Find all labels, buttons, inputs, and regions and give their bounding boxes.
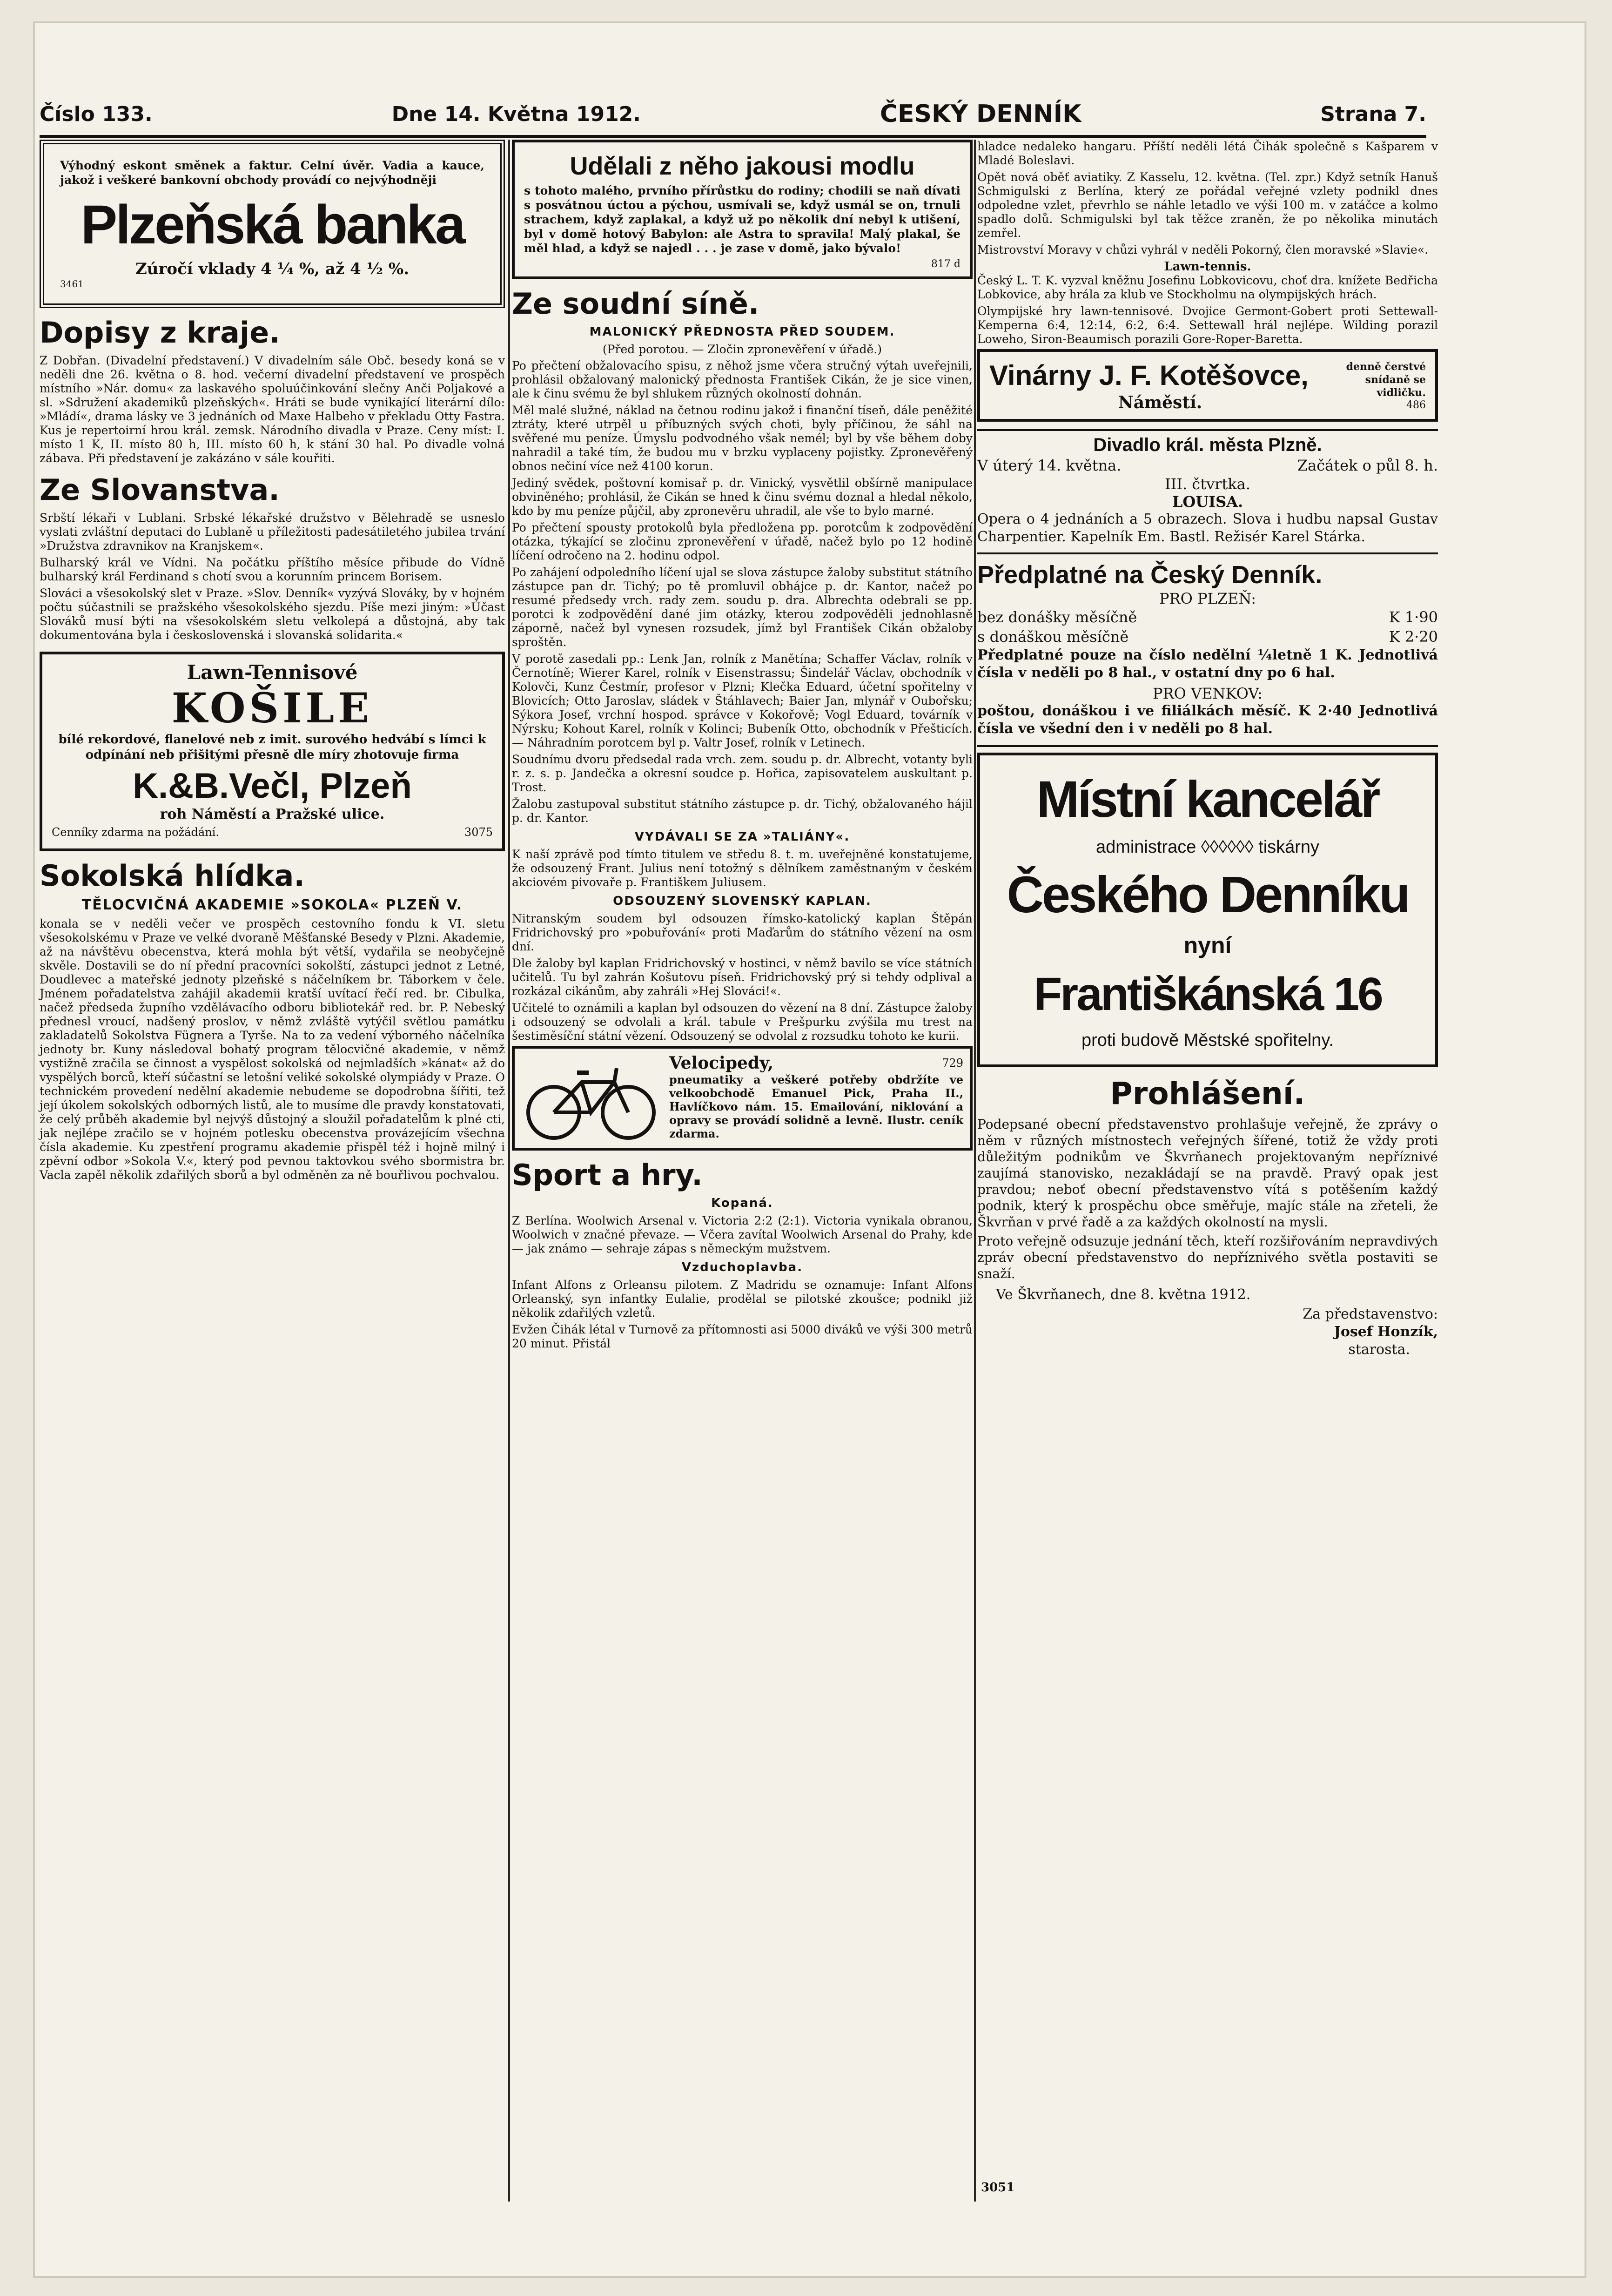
ad-code: 817 d xyxy=(931,258,960,270)
paragraph: Srbští lékaři v Lublani. Srbské lékařské družstvo v Bělehradě se usneslo vyslati zvláštní deputaci do Lublaně u příležitosti padesátiletého jubilea trvání »Družstva zdravnikov na Kranjskem«. xyxy=(40,511,505,552)
paragraph: Infant Alfons z Orleansu pilotem. Z Madridu se oznamuje: Infant Alfons Orleanský, syn infantky Eulalie, prodělal se pilotské zkoušce; podnikl již několik zdařilých vzletů. xyxy=(512,1278,973,1320)
page-header xyxy=(40,93,1426,138)
theatre-title: Divadlo král. města Plzně. xyxy=(1093,435,1322,455)
footer-code: 3051 xyxy=(981,2181,1015,2195)
article-subtitle: Kopaná. xyxy=(711,1196,773,1210)
subscription-heading: PRO VENKOV: xyxy=(1153,685,1263,702)
article-body xyxy=(512,1278,973,1351)
wine-ad-side xyxy=(1337,360,1426,411)
article-body xyxy=(512,848,973,889)
office-paper: Českého Denníku xyxy=(1007,866,1409,923)
declaration-title: Prohlášení. xyxy=(1110,1076,1305,1111)
shirt-ad-footer xyxy=(52,822,493,842)
price-label: bez donášky měsíčně xyxy=(977,608,1137,626)
subscription-heading: PRO PLZEŇ: xyxy=(1159,590,1256,607)
column-1 xyxy=(40,140,505,1185)
paragraph: Po přečtení obžalovacího spisu, z něhož jsme včera stručný výtah uveřejnili, prohlásil obžalovaný malonický přednosta František Cikán, že je sice vinen, ale k činu svému že byl shlukem různých okolností dohnán. xyxy=(512,359,973,400)
paragraph: hladce nedaleko hangaru. Příští neděli létá Čihák společně s Kašparem v Mladé Boleslavi. xyxy=(977,140,1438,167)
article-body xyxy=(40,511,505,642)
paragraph: Podepsané obecní představenstvo prohlašuje veřejně, že zprávy o něm v různých místnostech veřejných šířené, totiž že vždy proti důležitým podnikům ve Škvrňanech projektovaným nepříznivé zaujímá stanovisko, nezakládají se na pravdě. Pravý opak jest pravdou; neboť obecní představenstvo vítá s potěšením každý podnik, který k prospěchu obce směřuje, majíc stále na zřeteli, že Škvrňan v prvé řadě a za každých okolností na mysli. xyxy=(977,1117,1438,1230)
subscription-title: Předplatné na Český Denník. xyxy=(977,561,1323,589)
article-body xyxy=(977,140,1438,346)
paragraph: Dle žaloby byl kaplan Fridrichovský v hostinci, v němž bavilo se více státních učitelů. Tu byl zahrán Košutovu píseň. Fridrichovský prý si tehdy odplival a rozkázal cikánům, aby zahráli »Hej Slováci!«. xyxy=(512,956,973,998)
astra-advertisement xyxy=(512,140,973,279)
paragraph: Měl malé služné, náklad na četnou rodinu jakož i finanční tíseň, dále peněžité ztráty, které utrpěl u příbuzných svých choti, byly příčinou, že sáhl na svěřené mu peníze. Úmyslu podvodného však nemél; byl by vše během doby nahradil a také tím, že budou mu v brzku vyplaceny pojistky. Zpronevěřený obnos nečiní více než 4100 korun. xyxy=(512,404,973,473)
bank-name: Plzeňská banka xyxy=(81,194,464,256)
shirt-ad-line: Cenníky zdarma na požádání. xyxy=(52,826,219,839)
paragraph: Po zahájení odpoledního líčení ujal se slova zástupce žaloby substitut státního zástupce pan dr. Tichý; po tě promluvil obhájce p. dr. Kantor, načež po resumé předsedy vrch. rady zem. soudu p. dra. Albrechta odebrali se pp. porotci k zodpovědění dané jim otázky, kterou zodpověděli jednohlasně záporně, načež byl vynesen rozsudek, jímž byl František Cikán obžaloby sproštěn. xyxy=(512,566,973,649)
paragraph: K naší zprávě pod tímto titulem ve středu 8. t. m. uveřejněné konstatujeme, že odsouzený Frant. Julius není totožný s dělníkem zaměstnaným v českém akciovém pivovaře p. Františkem Juliusem. xyxy=(512,848,973,889)
ad-title: Velocipedy, xyxy=(669,1053,774,1073)
issue-number: Číslo 133. xyxy=(40,102,153,126)
article-subtitle: Vzduchoplavba. xyxy=(681,1260,803,1274)
paragraph: Soudnímu dvoru předsedal rada vrch. zem. soudu p. dr. Albrecht, votanty byli r. z. s. p. Jandečka a okresní soudce p. Hořica, zapisovatelem auskultant p. Trost. xyxy=(512,753,973,794)
article-subtitle: ODSOUZENÝ SLOVENSKÝ KAPLAN. xyxy=(613,894,872,908)
subscription-info xyxy=(977,560,1438,747)
article-body xyxy=(512,359,973,825)
ad-code: 3075 xyxy=(464,826,493,839)
theatre-cycle: III. čtvrtka. xyxy=(1165,475,1250,493)
paragraph: Olympijské hry lawn-tennisové. Dvojice Germont-Gobert proti Settewall-Kemperna 6:4, 12:14, 6:2, 6:4. Settewall hrál nejlépe. Wilding porazil Loweho, Siron-Beaumisch porazili Gore-Roper-Baretta. xyxy=(977,304,1438,346)
section-title: Sport a hry. xyxy=(512,1158,703,1192)
shirt-advertisement xyxy=(40,652,505,851)
price-row xyxy=(977,627,1438,646)
page-number: Strana 7. xyxy=(1320,102,1426,126)
issue-date: Dne 14. Května 1912. xyxy=(391,102,641,126)
section-title: Dopisy z kraje. xyxy=(40,316,280,350)
article-body xyxy=(512,1214,973,1256)
wine-bar-advertisement xyxy=(977,349,1438,422)
ad-code: 729 xyxy=(942,1057,963,1070)
paragraph: Mistrovství Moravy v chůzi vyhrál v neděli Pokorný, člen moravské »Slavie«. xyxy=(977,243,1429,256)
theatre-play: LOUISA. xyxy=(1172,493,1243,511)
wine-ad-square: Náměstí. xyxy=(1118,393,1202,412)
bank-advertisement xyxy=(40,140,505,308)
paragraph: Po přečtení spousty protokolů byla předložena pp. porotcům k zodpovědění otázka, týkající se zločinu zpronevěření v úřadě, načež bylo po 12 hodině líčení odročeno na 2. hodinu odpol. xyxy=(512,521,973,562)
section-title: Ze soudní síně. xyxy=(512,287,759,321)
bank-rate: Zúročí vklady 4 ¼ %, až 4 ½ %. xyxy=(135,260,410,278)
ad-body: s tohoto malého, prvního přírůstku do rodiny; chodili se naň dívati s posvátnou úctou a pýchou, usmívali se, když usmál se on, trnuli strachem, když zaplakal, a když už po několik dní nebyl k utišení, byl v domě hotový Babylon: ale Astra to spravila! Malý plakal, še měl hlad, a když se najedl . . . je zase v domě, jako bývalo! xyxy=(524,184,960,255)
paragraph: Z Berlína. Woolwich Arsenal v. Victoria 2:2 (2:1). Victoria vynikala obranou, Woolwich v značné převaze. — Včera zavítal Woolwich Arsenal do Prahy, kde — jak známo — sehraje zápas s německým mužstvem. xyxy=(512,1214,973,1255)
subscription-note: poštou, donáškou i ve filiálkách měsíč. K 2·40 Jednotlivá čísla ve všední den i v neděli po 8 hal. xyxy=(977,703,1438,737)
paragraph: Evžen Čihák létal v Turnově za přítomnosti asi 5000 diváků ve výši 300 metrů 20 minut. Přistál xyxy=(512,1323,973,1350)
paragraph: Nitranským soudem byl odsouzen římsko-katolický kaplan Štěpán Fridrichovský pro »pobuřování« proti Maďarům do státního vězení na osm dní. xyxy=(512,912,973,953)
declaration-date: Ve Škvrňanech, dne 8. května 1912. xyxy=(996,1286,1251,1303)
paragraph: Učitelé to oznámili a kaplan byl odsouzen do vězení na 8 dní. Zástupce žaloby i odsouzený se odvolali a král. tabule v Prešpurku zvýšila mu trest na šestiměsíční státní vězení. Odsouzený se odvolal z rozsudku tohoto ke kurii. xyxy=(512,1001,973,1043)
column-rule xyxy=(508,140,510,2202)
shirt-ad-line: Lawn-Tennisové xyxy=(187,661,358,684)
ad-code: 3461 xyxy=(60,278,84,290)
price-label: s donáškou měsíčně xyxy=(977,628,1129,646)
masthead: ČESKÝ DENNÍK xyxy=(880,100,1081,128)
bicycle-icon xyxy=(521,1054,661,1143)
office-line: proti budově Městské spořitelny. xyxy=(1081,1030,1334,1050)
theatre-listing xyxy=(977,429,1438,554)
theatre-desc: Opera o 4 jednáních a 5 obrazech. Slova i hudbu napsal Gustav Charpentier. Kapelník Em. Bastl. Režisér Karel Stárka. xyxy=(977,511,1438,545)
ad-code: 486 xyxy=(1406,399,1426,411)
article-subtitle: Lawn-tennis. xyxy=(1164,260,1251,274)
price-value: K 2·20 xyxy=(1389,628,1438,646)
ad-body: pneumatiky a veškeré potřeby obdržíte ve velkoobchodě Emanuel Pick, Praha II., Havlíčkovo nám. 15. Emailování, niklování a opravy se provádí solidně a levně. Ilustr. ceník zdarma. xyxy=(669,1073,963,1140)
column-2 xyxy=(512,140,973,1353)
paragraph: Slováci a všesokolský slet v Praze. »Slov. Denník« vyzývá Slováky, by v hojném počtu súčastnili se pražského všesokolského sjezdu. Píše mezi jiným: »Účast Slováků musí býti na všesokolském sletu velkolepá a důstojná, aby tak dokumentována byla i československá i slovanská solidarita.« xyxy=(40,586,505,642)
theatre-time xyxy=(977,456,1438,475)
subscription-note: Předplatné pouze na číslo nedělní ¼letně 1 K. Jednotlivá čísla v neděli po 8 hal., v ostatní dny po 6 hal. xyxy=(977,647,1438,681)
price-value: K 1·90 xyxy=(1389,608,1438,626)
signature-name: Josef Honzík, xyxy=(1334,1324,1438,1340)
office-line: nyní xyxy=(1183,932,1232,958)
article-body xyxy=(512,912,973,1043)
ad-title: Vinárny J. F. Kotěšovce, xyxy=(989,360,1309,391)
paragraph: Žalobu zastupoval substitut státního zástupce p. dr. Tichý, obžalovaného hájil p. dr. Kantor. xyxy=(512,797,973,825)
office-advertisement xyxy=(977,753,1438,1067)
paragraph: konala se v neděli večer ve prospěch cestovního fondu k VI. sletu všesokolskému v Praze ve velké dvoraně Měšťanské Besedy v Plzni. Akademie, až na návštěvu obecenstva, která mohla být větší, vydařila se neobyčejně skvěle. Dostavili se do ní přední pracovníci sokolští, zástupci jednot z Letné, Doudlevec a mateřské jednoty plzeňské s náčelníkem br. Táborkem v čele. Jménem pořadatelstva zahájil akademii kratší uvítací řečí red. br. Cibulka, načež předseda župního vzdělávacího odboru bibliotekář red. br. P. Nebeský přednesl vroucí, nadšený proslov, v němž zvláště vytýčil světlou památku zakladatelů Sokolstva Fügnera a Tyrše. Na to za vedení výborného náčelníka jednoty br. Kuny následoval bohatý program tělocvičné akademie, v němž vystižně zračila se činnost a vyspělost sokolská od nejmladších »kánat« až do vyspělých borců, kteří súčastní se letošní veliké sokolské olympiády v Praze. O technickém provedení nedělní akademie nebudeme se dopodrobna šířiti, tež její úkolem sokolských odborných listů, ale to musíme dle pravdy konstatovati, že celý průběh akademie byl nejvýš důstojný a sloužil pořadatelům k plné cti, jak nejlépe zračilo se v hojném potlesku obecenstva provázejícím všechna čísla akademie. Ku zpestření programu akademie přispěl též i hojně milný i zpěvní odbor »Sokola V.«, který pod pevnou taktovkou svého sbormistra br. Vacla zapěl několik zdařilých sborů a byl odměněn za ně bouřlivou pochvalou. xyxy=(40,917,505,1182)
office-address: Františkánská 16 xyxy=(1034,968,1382,1020)
wine-ad-main xyxy=(989,358,1331,412)
paragraph: V porotě zasedali pp.: Lenk Jan, rolník z Manětína; Schaffer Václav, rolník v Černotíně; Wierer Karel, rolník v Eisenstrassu; Šindelář Václav, obchodník v Kolovči, Kunz Čestmír, profesor v Plzni; Klečka Eduard, účetní spořitelny v Blovicích; Otto Jaroslav, sládek v Štáhlavech; Baier Jan, mlynář v Oubořsku; Sýkora Josef, vrchní hospod. správce v Kokořově; Vogl Eduard, továrník v Nýrsku; Kohout Karel, rolník v Kolinci; Bubeník Otto, obchodník v Přešticích. — Náhradním porotcem byl p. Valtr Josef, rolník v Letinech. xyxy=(512,652,973,749)
paragraph: Z Dobřan. (Divadelní představení.) V divadelním sále Obč. besedy koná se v neděli dne 26. května o 8. hod. večerní divadelní představení ve prospěch místního »Nár. domu« za laskavého spoluúčinkování slečny Anči Poljakové a sl. »Sdružení akademiků plzeňských«. Hráti se bude vynikající literární dílo: »Mládí«, drama lásky ve 3 jednáních od Maxe Halbeho v překladu Otty Fastra. Kus je repertoirní hrou král. zemsk. Národního divadla v Praze. Ceny míst: I. místo 1 K, II. místo 80 h, III. místo 60 h, k stání 30 hal. Po divadle volná zábava. Při představení je zakázáno v sále kouřiti. xyxy=(40,354,505,465)
column-rule xyxy=(974,140,976,2202)
theatre-day: V úterý 14. května. xyxy=(977,457,1122,474)
article-subtitle: VYDÁVALI SE ZA »TALIÁNY«. xyxy=(634,830,850,844)
paragraph: Proto veřejně odsuzuje jednání těch, kteří rozšiřováním nepravdivých zpráv obecní představenstvo do nepříznivého světla postaviti se snaží. xyxy=(977,1233,1438,1281)
article-subtitle: (Před porotou. — Zločin zpronevěření v úřadě.) xyxy=(602,343,882,356)
paragraph: Jediný svědek, poštovní komisař p. dr. Vinický, vysvětlil obšírně manipulace obviněného; prohlásil, že Cikán se hned k činu svému doznal a hledal několo, kdo by mu peníze půjčil, aby zpronevěru uhradil, ale vše to bylo marné. xyxy=(512,476,973,518)
column-3 xyxy=(977,140,1438,1359)
shirt-ad-line: bílé rekordové, flanelové neb z imit. surového hedvábí s límci k odpínání neb přišitými přesně dle míry zhotovuje firma xyxy=(58,733,486,762)
bicycle-ad-text xyxy=(669,1053,963,1143)
article-subtitle: TĚLOCVIČNÁ AKADEMIE »SOKOLA« PLZEŇ V. xyxy=(81,897,463,913)
paragraph: Český L. T. K. vyzval kněžnu Josefinu Lobkovicovu, choť dra. knížete Bedřicha Lobkovice, aby hrála za klub ve Stockholmu na olympijských hrách. xyxy=(977,274,1438,301)
article-subtitle: MALONICKÝ PŘEDNOSTA PŘED SOUDEM. xyxy=(589,325,895,339)
shirt-ad-headline: KOŠILE xyxy=(171,684,373,732)
declaration-body xyxy=(977,1116,1438,1282)
article-body xyxy=(40,917,505,1182)
shirt-ad-line: roh Náměstí a Pražské ulice. xyxy=(160,806,385,822)
bank-intro: Výhodný eskont směnek a faktur. Celní úvěr. Vadia a kauce, jakož i veškeré bankovní obchody provádí co nejvýhodněji xyxy=(60,159,484,187)
bicycle-ad-head xyxy=(669,1053,963,1073)
section-title: Ze Slovanstva. xyxy=(40,473,280,507)
article-body xyxy=(40,354,505,465)
section-title: Sokolská hlídka. xyxy=(40,859,305,893)
ad-title: Udělali z něho jakousi modlu xyxy=(570,152,915,180)
shirt-ad-firm: K.&B.Večl, Plzeň xyxy=(133,766,412,806)
wine-ad-side-text: denně čerstvé snídaně se vidličku. xyxy=(1346,360,1426,399)
paragraph: Opět nová oběť aviatiky. Z Kasselu, 12. května. (Tel. zpr.) Když setník Hanuš Schmigulski z Berlína, který ze pořádal veřejné vzlety podnikl dnes odpoledne vzlet, převrhlo se náhle letadlo ve výši 100 m. v zatáčce a kolmo spadlo dolů. Schmigulski byl tak těžce zraněn, že po několika minutách zemřel. xyxy=(977,170,1438,240)
price-row xyxy=(977,607,1438,627)
office-title: Místní kancelář xyxy=(1036,771,1379,828)
paragraph: Bulharský král ve Vídni. Na počátku příštího měsíce přibude do Vídně bulharský král Ferdinand s chotí svou a korunním princem Borisem. xyxy=(40,556,505,583)
theatre-start: Začátek o půl 8. h. xyxy=(1297,457,1438,474)
bicycle-advertisement xyxy=(512,1046,973,1151)
signature-role: starosta. xyxy=(1348,1341,1410,1358)
signature-label: Za představenstvo: xyxy=(1303,1306,1438,1322)
office-line: administrace ◊◊◊◊◊◊ tiskárny xyxy=(1095,837,1320,857)
